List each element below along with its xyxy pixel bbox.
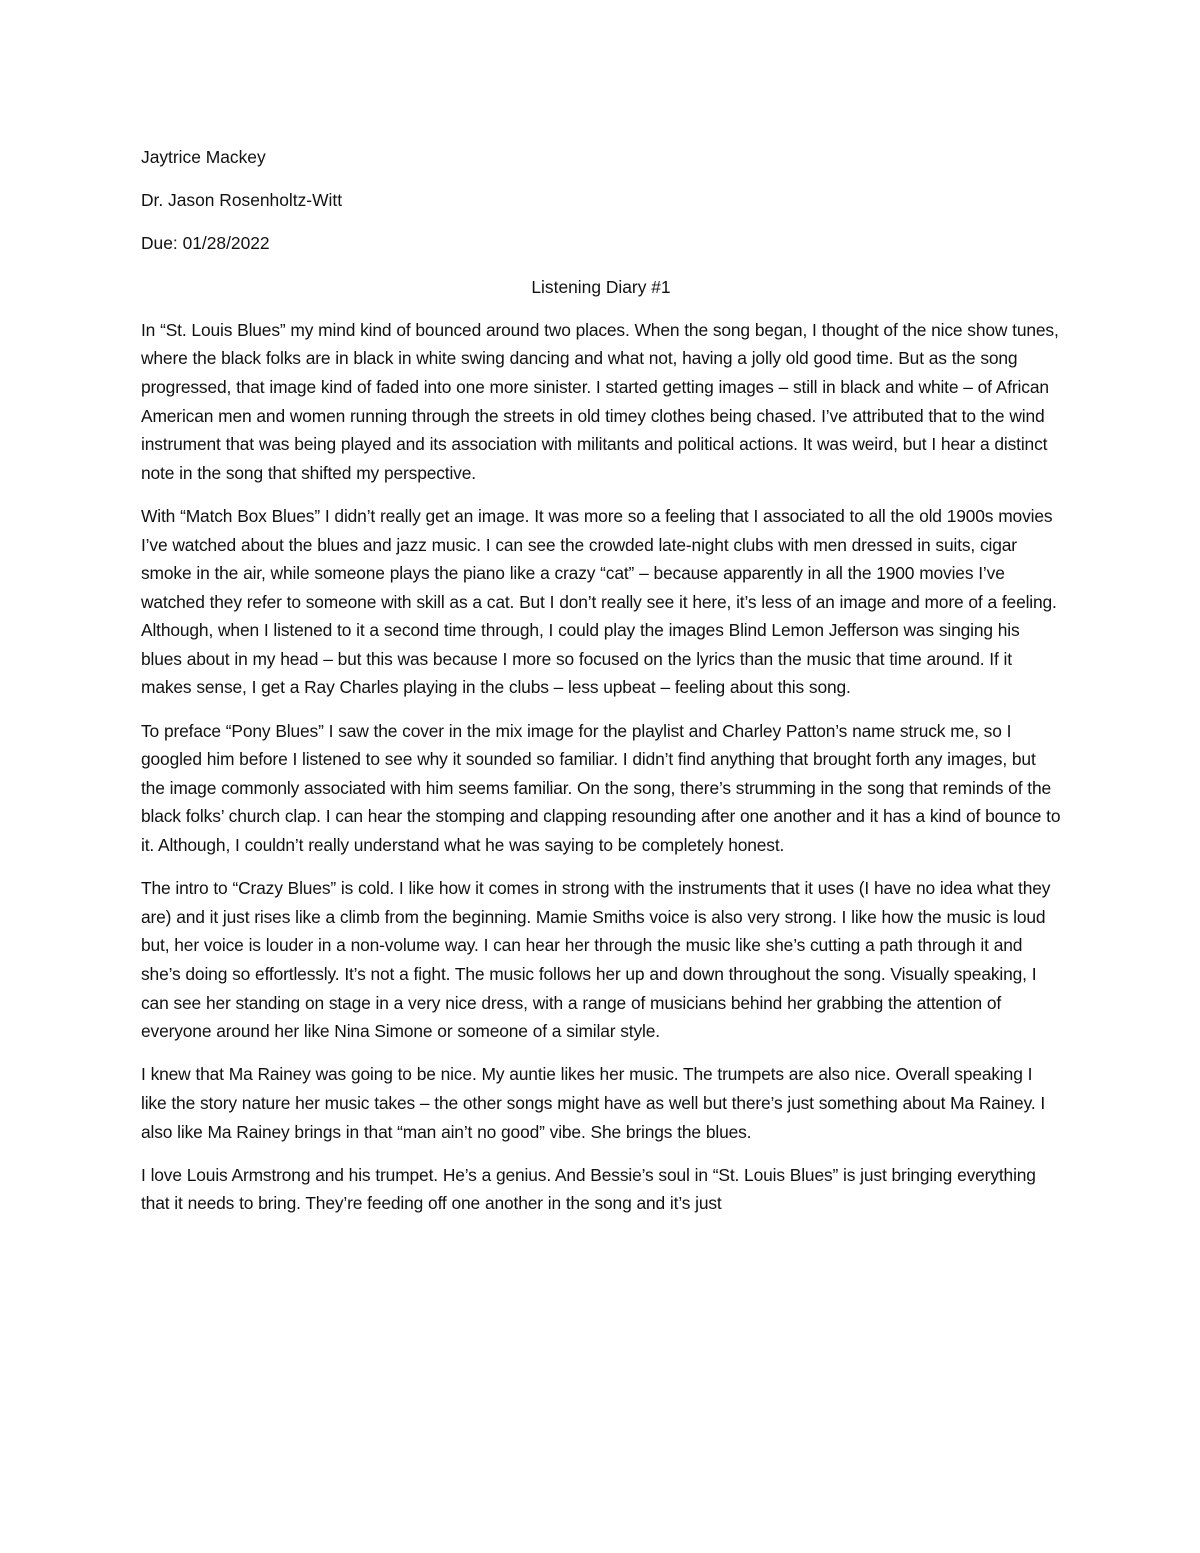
instructor-name: Dr. Jason Rosenholtz-Witt [141, 190, 343, 211]
paragraph-st-louis-blues: In “St. Louis Blues” my mind kind of bounced around two places. When the song began, I thought of the nice show tunes, where the black folks are in black in white swing dancing and what not, having a jolly old good time. But as the song progressed, that image kind of faded into one more sinister. I started getting images – still in black and white – of African American men and women running through the streets in old timey clothes being chased. I’ve attributed that to the wind instrument that was being played and its association with militants and political actions. It was weird, but I hear a distinct note in the song that shifted my perspective. [141, 319, 1059, 483]
paragraph-ma-rainey: I knew that Ma Rainey was going to be nice. My auntie likes her music. The trumpets are also nice. Overall speaking I like the story nature her music takes – the other songs might have as well but there’s just something about Ma Rainey. I also like Ma Rainey brings in that “man ain’t no good” vibe. She brings the blues. [141, 1064, 1046, 1142]
author-name: Jaytrice Mackey [141, 147, 266, 167]
document-title: Listening Diary #1 [531, 276, 671, 297]
due-date: Due: 01/28/2022 [141, 233, 270, 254]
paragraph-louis-armstrong: I love Louis Armstrong and his trumpet. He’s a genius. And Bessie’s soul in “St. Louis Blues” is just bringing everything that it needs to bring. They’re feeding off one another in the song and it’s just [141, 1164, 1036, 1214]
paragraph-pony-blues: To preface “Pony Blues” I saw the cover in the mix image for the playlist and Charley Patton’s name struck me, so I googled him before I listened to see why it sounded so familiar. I didn’t find anything that brought forth any images, but the image commonly associated with him seems familiar. On the song, there’s strumming in the song that reminds of the black folks’ church clap. I can hear the stomping and clapping resounding after one another and it has a kind of bounce to it. Although, I couldn’t really understand what he was saying to be completely honest. [141, 720, 1061, 856]
paragraph-crazy-blues: The intro to “Crazy Blues” is cold. I like how it comes in strong with the instruments that it uses (I have no idea what they are) and it just rises like a climb from the beginning. Mamie Smiths voice is also very strong. I like how the music is loud but, her voice is louder in a non-volume way. I can hear her through the music like she’s cutting a path through it and she’s doing so effortlessly. It’s not a fight. The music follows her up and down throughout the song. Visually speaking, I can see her standing on stage in a very nice dress, with a range of musicians behind her grabbing the attention of everyone around her like Nina Simone or someone of a similar style. [141, 878, 1051, 1042]
paragraph-match-box-blues: With “Match Box Blues” I didn’t really get an image. It was more so a feeling that I associated to all the old 1900s movies I’ve watched about the blues and jazz music. I can see the crowded late-night clubs with men dressed in suits, cigar smoke in the air, while someone plays the piano like a crazy “cat” – because apparently in all the 1900 movies I’ve watched they refer to someone with skill as a cat. But I don’t really see it here, it’s less of an image and more of a feeling. Although, when I listened to it a second time through, I could play the images Blind Lemon Jefferson was singing his blues about in my head – but this was because I more so focused on the lyrics than the music that time around. If it makes sense, I get a Ray Charles playing in the clubs – less upbeat – feeling about this song. [141, 505, 1057, 698]
document-body [141, 143, 1061, 1233]
